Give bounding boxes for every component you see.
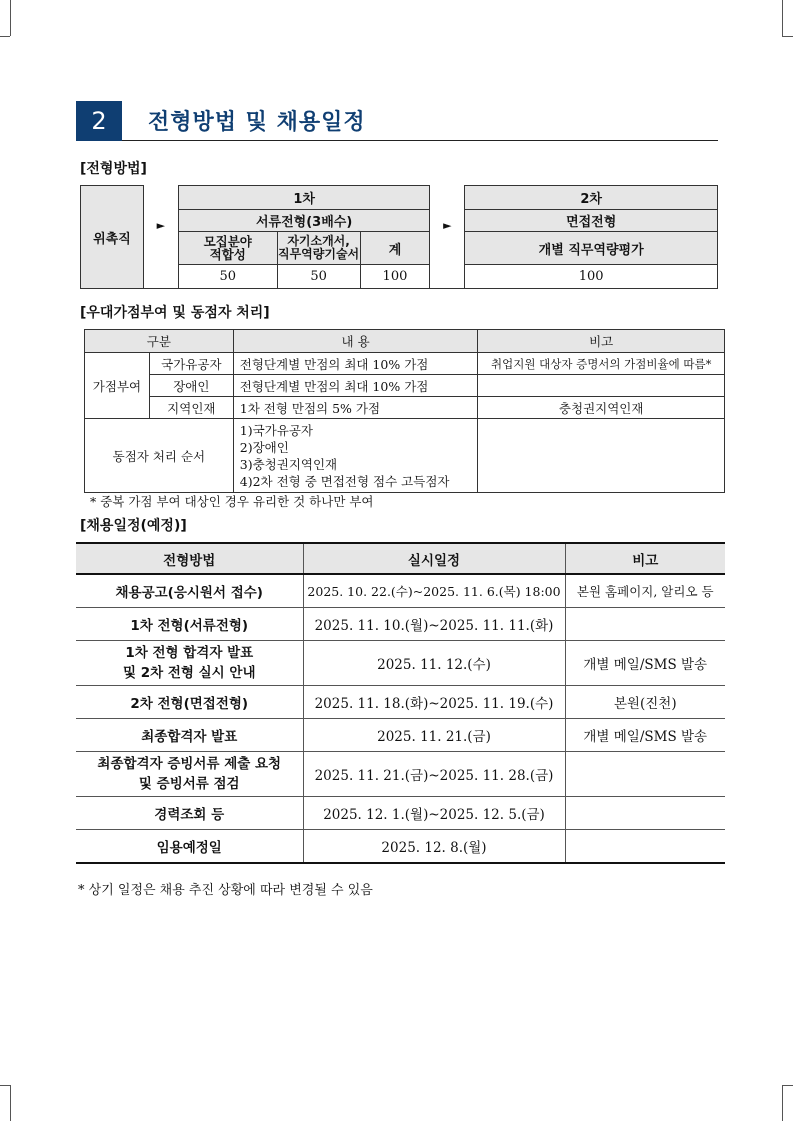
- tie-item: 1)국가유공자: [239, 422, 313, 438]
- schedule-note: [565, 830, 725, 864]
- schedule-note: 개별 메일/SMS 발송: [565, 719, 725, 752]
- score-cell: 100: [360, 265, 430, 289]
- schedule-date: 2025. 11. 12.(수): [303, 641, 565, 686]
- spacer: [430, 265, 465, 289]
- schedule-header: 실시일정: [303, 543, 565, 574]
- score-cell: 100: [465, 265, 718, 289]
- stage1-col-label: 자기소개서, 직무역량기술서: [277, 232, 360, 265]
- table-row: [76, 608, 725, 641]
- schedule-date: 2025. 12. 1.(월)~2025. 12. 5.(금): [303, 797, 565, 830]
- stage2-name: 면접전형: [465, 210, 718, 232]
- schedule-method: 채용공고(응시원서 접수): [76, 574, 303, 608]
- bonus-type: 국가유공자: [149, 353, 233, 375]
- schedule-header: 전형방법: [76, 543, 303, 574]
- bonus-type: 지역인재: [149, 397, 233, 419]
- bonus-heading: [우대가점부여 및 동점자 처리]: [80, 305, 270, 321]
- crop-mark: [782, 0, 783, 36]
- stage1-name: 서류전형(3배수): [178, 210, 430, 232]
- position-cell: 위촉직: [81, 186, 144, 289]
- schedule-note: [565, 797, 725, 830]
- table-row: [76, 686, 725, 719]
- tie-item: 2)장애인: [239, 439, 289, 455]
- table-row: [85, 375, 725, 397]
- schedule-date: 2025. 11. 21.(금)~2025. 11. 28.(금): [303, 752, 565, 797]
- schedule-method: 임용예정일: [76, 830, 303, 864]
- bonus-type: 장애인: [149, 375, 233, 397]
- score-cell: 50: [277, 265, 360, 289]
- schedule-note: 개별 메일/SMS 발송: [565, 641, 725, 686]
- schedule-method: 1차 전형 합격자 발표 및 2차 전형 실시 안내: [76, 641, 303, 686]
- schedule-method: 2차 전형(면접전형): [76, 686, 303, 719]
- tie-note: [478, 419, 725, 493]
- crop-mark: [0, 1085, 10, 1086]
- schedule-note: 본원(진천): [565, 686, 725, 719]
- crop-mark: [782, 36, 793, 37]
- tie-item: 4)2차 전형 중 면접전형 점수 고득점자: [239, 473, 450, 489]
- bonus-content: 1차 전형 만점의 5% 가점: [233, 397, 478, 419]
- arrow-icon: ►: [430, 186, 465, 265]
- bonus-content: 전형단계별 만점의 최대 10% 가점: [233, 375, 478, 397]
- bonus-footnote: * 중복 가점 부여 대상인 경우 유리한 것 하나만 부여: [90, 494, 374, 509]
- crop-mark: [10, 0, 11, 36]
- arrow-icon: ►: [143, 186, 178, 265]
- schedule-date: 2025. 10. 22.(수)~2025. 11. 6.(목) 18:00: [303, 574, 565, 608]
- bonus-table: [84, 329, 725, 493]
- schedule-note: [565, 608, 725, 641]
- schedule-method: 최종합격자 증빙서류 제출 요청 및 증빙서류 점검: [76, 752, 303, 797]
- schedule-method: 최종합격자 발표: [76, 719, 303, 752]
- crop-mark: [0, 36, 10, 37]
- bonus-group: 가점부여: [85, 353, 150, 419]
- bonus-note: 취업지원 대상자 증명서의 가점비율에 따름*: [478, 353, 725, 375]
- bonus-header: 비고: [478, 330, 725, 353]
- crop-mark: [782, 1085, 793, 1086]
- score-cell: 50: [178, 265, 277, 289]
- table-row: [76, 797, 725, 830]
- table-row: [76, 752, 725, 797]
- schedule-table: [76, 542, 725, 864]
- bonus-content: 전형단계별 만점의 최대 10% 가점: [233, 353, 478, 375]
- tie-list: [233, 419, 478, 493]
- spacer: [143, 265, 178, 289]
- section-underline: [122, 140, 718, 141]
- stage2-label: 2차: [465, 186, 718, 210]
- bonus-note: 충청권지역인재: [478, 397, 725, 419]
- schedule-method: 경력조회 등: [76, 797, 303, 830]
- table-row: [85, 397, 725, 419]
- schedule-date: 2025. 11. 21.(금): [303, 719, 565, 752]
- stage1-label: 1차: [178, 186, 430, 210]
- method-table: [80, 185, 718, 289]
- method-heading: [전형방법]: [80, 161, 147, 177]
- table-row: [85, 419, 725, 493]
- section-header: [76, 101, 718, 141]
- bonus-header: 구분: [85, 330, 234, 353]
- schedule-heading: [채용일정(예정)]: [80, 518, 187, 534]
- section-title: 전형방법 및 채용일정: [148, 110, 366, 135]
- table-row: [76, 641, 725, 686]
- crop-mark: [782, 1085, 783, 1121]
- schedule-date: 2025. 11. 10.(월)~2025. 11. 11.(화): [303, 608, 565, 641]
- schedule-note: 본원 홈페이지, 알리오 등: [565, 574, 725, 608]
- bonus-note: [478, 375, 725, 397]
- bonus-header: 내 용: [233, 330, 478, 353]
- table-row: [85, 353, 725, 375]
- crop-mark: [10, 1085, 11, 1121]
- stage2-col-label: 개별 직무역량평가: [465, 232, 718, 265]
- schedule-method: 1차 전형(서류전형): [76, 608, 303, 641]
- schedule-date: 2025. 12. 8.(월): [303, 830, 565, 864]
- stage1-col-label: 모집분야 적합성: [178, 232, 277, 265]
- schedule-header: 비고: [565, 543, 725, 574]
- tie-item: 3)충청권지역인재: [239, 456, 338, 472]
- tie-label: 동점자 처리 순서: [85, 419, 234, 493]
- section-number: 2: [76, 101, 122, 141]
- table-row: [76, 719, 725, 752]
- table-row: [76, 574, 725, 608]
- table-row: [76, 830, 725, 864]
- schedule-note: [565, 752, 725, 797]
- schedule-date: 2025. 11. 18.(화)~2025. 11. 19.(수): [303, 686, 565, 719]
- stage1-col-label: 계: [360, 232, 430, 265]
- schedule-footnote: * 상기 일정은 채용 추진 상황에 따라 변경될 수 있음: [78, 883, 373, 898]
